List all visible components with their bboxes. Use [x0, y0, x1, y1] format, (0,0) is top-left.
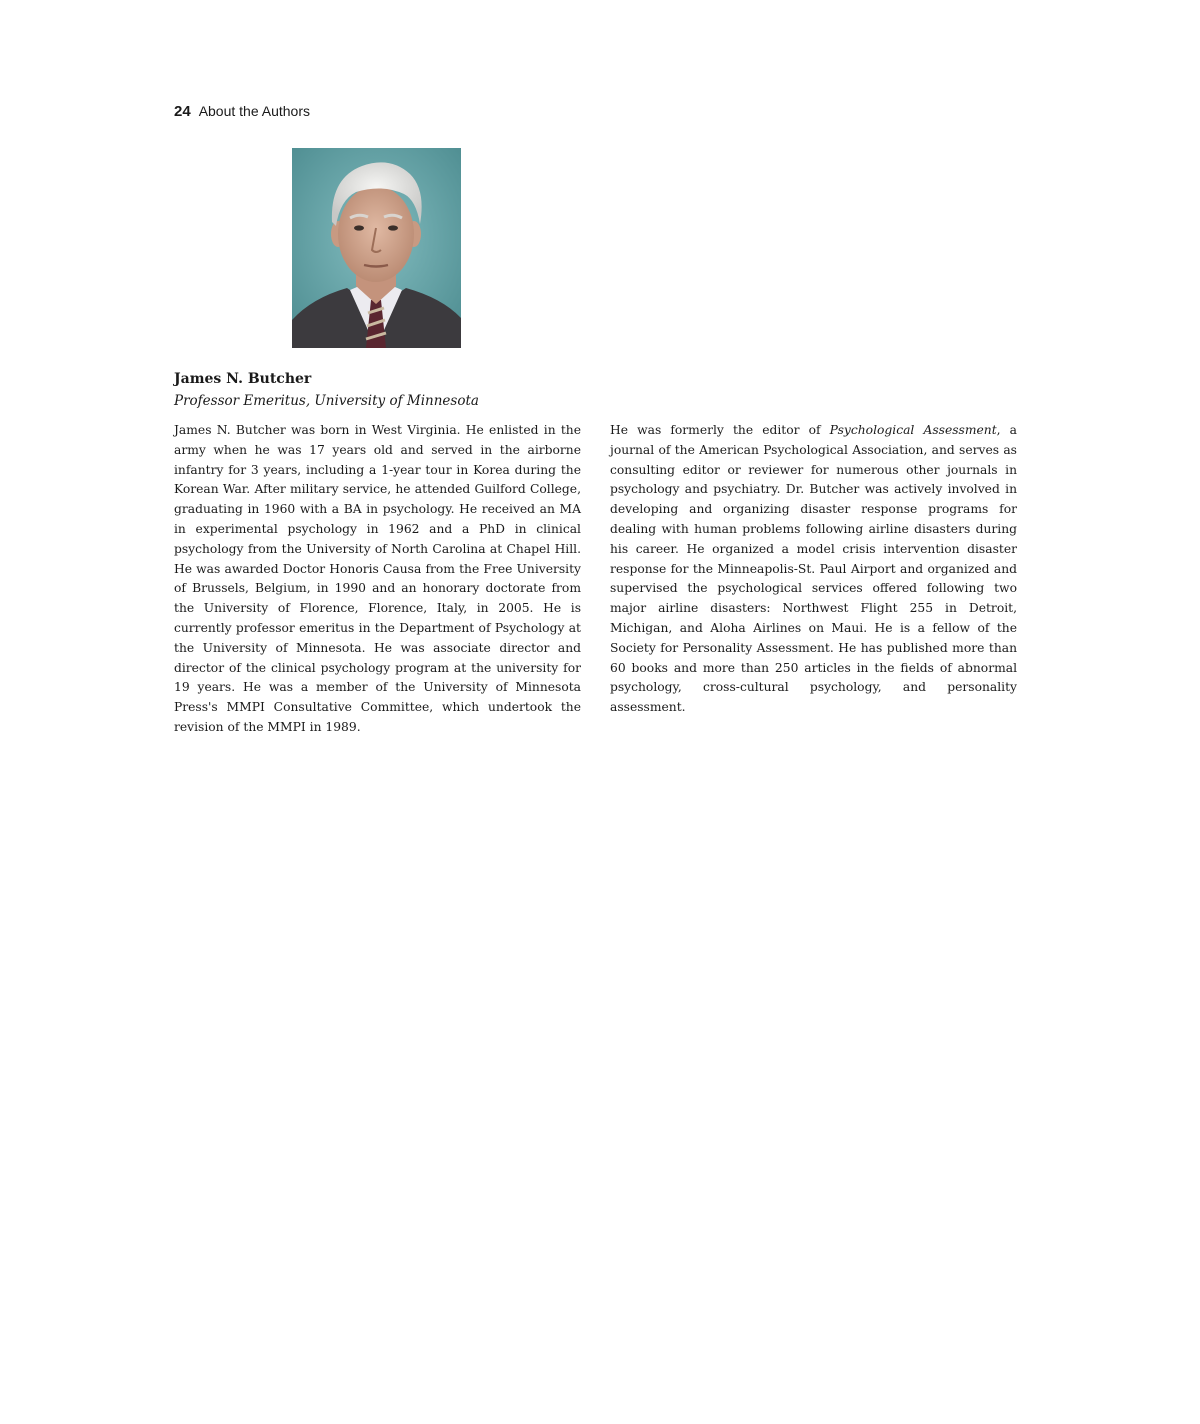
author-title: Professor Emeritus, University of Minnesota	[174, 393, 479, 409]
portrait-illustration	[292, 148, 461, 348]
author-name: James N. Butcher	[174, 371, 312, 387]
running-head	[174, 101, 310, 122]
bio-right-text-start: He was formerly the editor of	[610, 423, 830, 437]
author-portrait-photo	[292, 148, 461, 348]
bio-left-column: James N. Butcher was born in West Virginia. He enlisted in the army when he was 17 years old and served in the airborne infantry for 3 years, including a 1-year tour in Korea during the Korean War. After military service, he attended Guilford College, graduating in 1960 with a BA in psychology. He received an MA in experimental psychology in 1962 and a PhD in clinical psychology from the University of North Carolina at Chapel Hill. He was awarded Doctor Honoris Causa from the Free University of Brussels, Belgium, in 1990 and an honorary doctorate from the University of Florence, Florence, Italy, in 2005. He is currently professor emeritus in the Department of Psychology at the University of Minnesota. He was associate director and director of the clinical psychology program at the university for 19 years. He was a member of the University of Minnesota Press's MMPI Consultative Committee, which undertook the revision of the MMPI in 1989.	[174, 423, 581, 734]
bio-right-text-rest: , a journal of the American Psychological Association, and serves as consulting editor or reviewer for numerous other journals in psychology and psychiatry. Dr. Butcher was actively involved in developing and organizing disaster response programs for dealing with human problems following airline disasters during his career. He organized a model crisis intervention disaster response for the Minneapolis-St. Paul Airport and organized and supervised the psychological services offered following two major airline disasters: Northwest Flight 255 in Detroit, Michigan, and Aloha Airlines on Maui. He is a fellow of the Society for Personality Assessment. He has published more than 60 books and more than 250 articles in the fields of abnormal psychology, cross-cultural psychology, and personality assessment.	[610, 423, 1017, 715]
bio-right-column	[610, 421, 1017, 718]
page-number: 24	[174, 103, 191, 120]
section-title: About the Authors	[198, 103, 310, 119]
journal-title: Psychological Assessment	[829, 423, 997, 437]
